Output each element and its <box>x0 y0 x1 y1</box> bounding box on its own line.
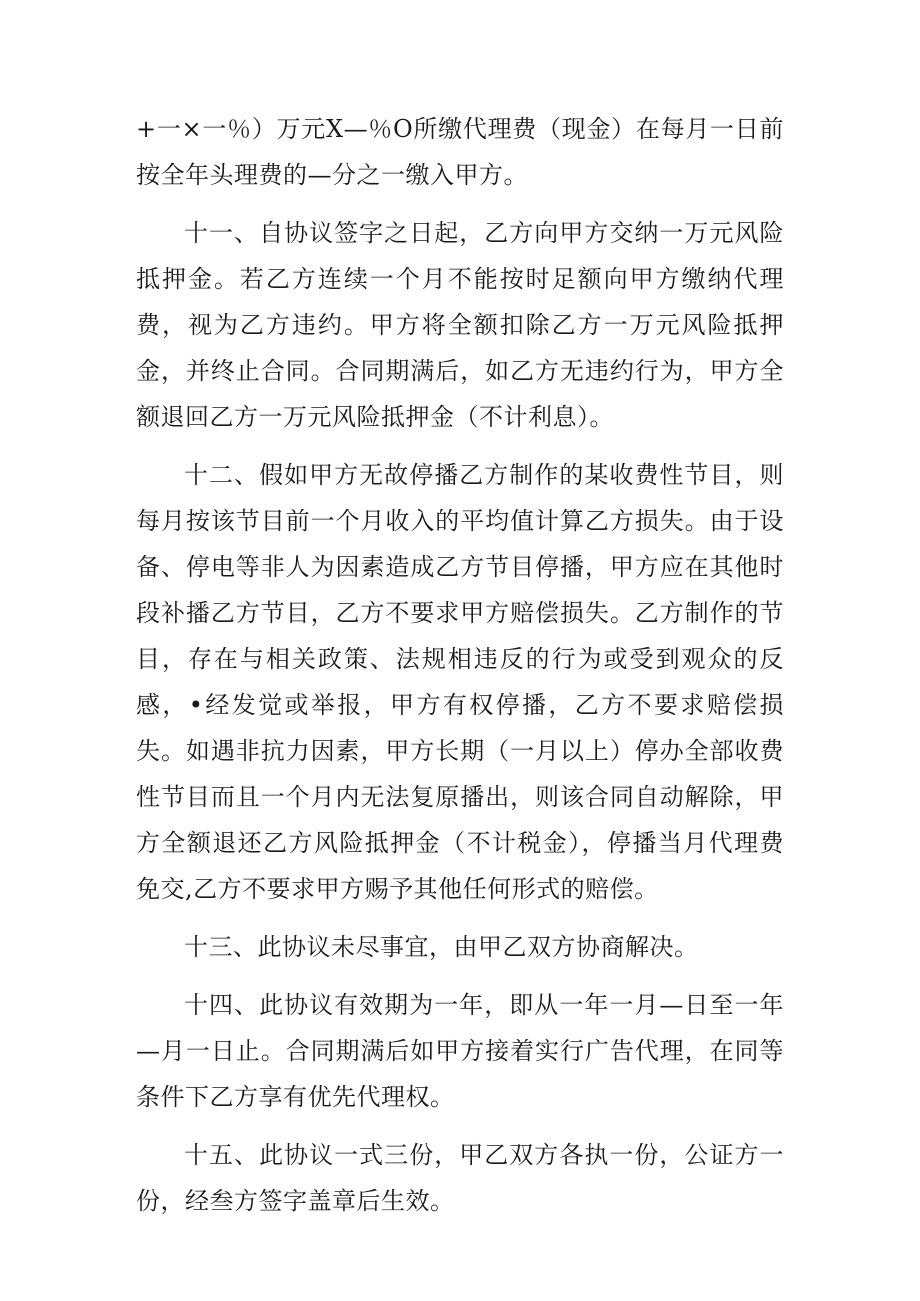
paragraph-clause-13: 十三、此协议未尽事宜，由甲乙双方协商解决。 <box>184 933 699 961</box>
document-body <box>136 106 784 1224</box>
paragraph-clause-11: 十一、自协议签字之日起，乙方向甲方交纳一万元风险抵押金。若乙方连续一个月不能按时足额向甲方缴纳代理费，视为乙方违约。甲方将全额扣除乙方一万元风险抵押金，并终止合同。合同期满后，如乙方无违约行为，甲方全额退回乙方一万元风险抵押金（不计利息）。 <box>136 219 784 431</box>
paragraph-clause-14: 十四、此协议有效期为一年，即从一年一月—日至一年—月一日止。合同期满后如甲方接着实行广告代理，在同等条件下乙方享有优先代理权。 <box>136 991 784 1111</box>
paragraph-clause-15: 十五、此协议一式三份，甲乙双方各执一份，公证方一份，经叁方签字盖章后生效。 <box>136 1141 784 1215</box>
paragraph-continuation: +一×一％）万元X—％O所缴代理费（现金）在每月一日前按全年头理费的—分之一缴入甲方。 <box>136 115 784 189</box>
paragraph-clause-12: 十二、假如甲方无故停播乙方制作的某收费性节目，则每月按该节目前一个月收入的平均值计算乙方损失。由于设备、停电等非人为因素造成乙方节目停播，甲方应在其他时段补播乙方节目，乙方不要求甲方赔偿损失。乙方制作的节目，存在与相关政策、法规相违反的行为或受到观众的反感，•经发觉或举报，甲方有权停播，乙方不要求赔偿损失。如遇非抗力因素，甲方长期（一月以上）停办全部收费性节目而且一个月内无法复原播出，则该合同自动解除，甲方全额退还乙方风险抵押金（不计税金），停播当月代理费免交,乙方不要求甲方赐予其他任何形式的赔偿。 <box>136 461 784 903</box>
